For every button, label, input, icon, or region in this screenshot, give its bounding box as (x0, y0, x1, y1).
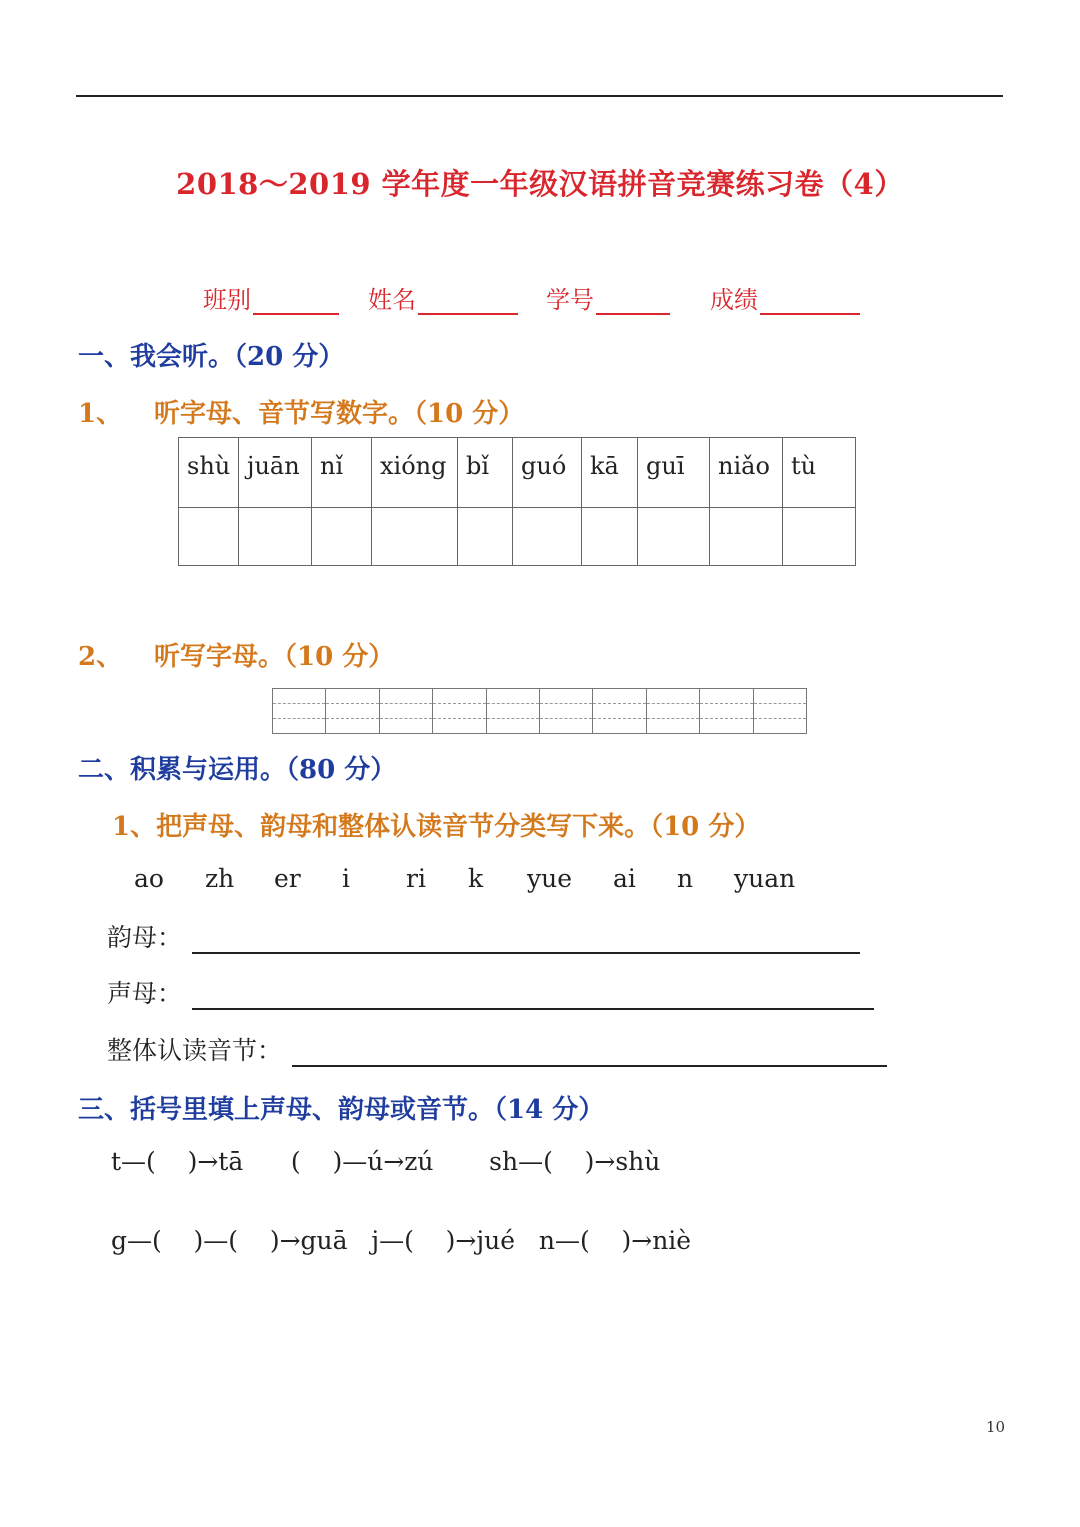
finals-row (107, 918, 860, 954)
page-number: 10 (986, 1418, 1006, 1436)
class-label: 班别 (203, 286, 251, 314)
writing-cell[interactable] (433, 689, 486, 733)
answer-cell[interactable] (582, 508, 638, 566)
section2-heading: 二、积累与运用。（80 分） (78, 755, 397, 785)
exercise-line-2: g—( )—( )→guā j—( )→jué n—( )→niè (111, 1226, 692, 1255)
answer-cell[interactable] (638, 508, 710, 566)
letter-item: zh (205, 864, 235, 893)
syllable-cell: tù (783, 438, 856, 508)
letter-item: ao (134, 864, 164, 893)
writing-cell[interactable] (647, 689, 700, 733)
class-field (203, 280, 339, 315)
four-line-writing-grid (272, 688, 807, 734)
letter-item: k (468, 864, 484, 893)
answer-cell[interactable] (513, 508, 582, 566)
id-field (546, 280, 670, 315)
q2-number: 2、 (78, 642, 123, 672)
exercise-line-1: t—( )→tā ( )—ú→zú sh—( )→shù (111, 1147, 661, 1176)
finals-blank[interactable] (192, 926, 860, 954)
writing-cell[interactable] (380, 689, 433, 733)
syllable-cell: niǎo (710, 438, 783, 508)
whole-syllable-blank[interactable] (292, 1039, 887, 1067)
name-blank[interactable] (418, 287, 518, 315)
section1-q1 (78, 393, 524, 430)
answer-cell[interactable] (312, 508, 372, 566)
top-rule (76, 95, 1003, 97)
name-field (368, 280, 518, 315)
letter-item: er (274, 864, 301, 893)
letter-item: yue (527, 864, 573, 893)
page-title: 2018～2019 学年度一年级汉语拼音竞赛练习卷（4） (176, 167, 904, 201)
whole-syllable-row (107, 1031, 887, 1067)
id-label: 学号 (546, 286, 594, 314)
section1-q2 (78, 636, 394, 673)
score-blank[interactable] (760, 287, 860, 315)
letter-list (0, 864, 1080, 898)
answer-row (179, 508, 856, 566)
writing-cell[interactable] (700, 689, 753, 733)
initials-label: 声母： (107, 979, 183, 1008)
syllable-row (179, 438, 856, 508)
section3-heading: 三、括号里填上声母、韵母或音节。（14 分） (78, 1095, 605, 1125)
q2-text: 听写字母。（10 分） (154, 642, 395, 672)
class-blank[interactable] (253, 287, 339, 315)
syllable-cell: nǐ (312, 438, 372, 508)
student-info-row (0, 280, 1080, 314)
id-blank[interactable] (596, 287, 670, 315)
answer-cell[interactable] (458, 508, 513, 566)
answer-cell[interactable] (783, 508, 856, 566)
answer-cell[interactable] (179, 508, 239, 566)
writing-cell[interactable] (487, 689, 540, 733)
finals-label: 韵母： (107, 923, 183, 952)
score-label: 成绩 (710, 286, 758, 314)
initials-row (107, 974, 874, 1010)
syllable-cell: bǐ (458, 438, 513, 508)
syllable-cell: xióng (372, 438, 458, 508)
writing-cell[interactable] (273, 689, 326, 733)
letter-item: n (677, 864, 694, 893)
letter-item: ri (406, 864, 426, 893)
writing-cell[interactable] (326, 689, 379, 733)
answer-cell[interactable] (372, 508, 458, 566)
syllable-cell: shù (179, 438, 239, 508)
answer-cell[interactable] (710, 508, 783, 566)
q1-text: 听字母、音节写数字。（10 分） (154, 399, 525, 429)
syllable-cell: kā (582, 438, 638, 508)
answer-cell[interactable] (239, 508, 312, 566)
syllable-table (178, 437, 856, 566)
initials-blank[interactable] (192, 982, 874, 1010)
q1-number: 1、 (78, 399, 123, 429)
section2-q1: 1、把声母、韵母和整体认读音节分类写下来。（10 分） (112, 812, 761, 842)
writing-cell[interactable] (593, 689, 646, 733)
writing-cell[interactable] (754, 689, 806, 733)
syllable-cell: guó (513, 438, 582, 508)
whole-syllable-label: 整体认读音节： (107, 1036, 283, 1065)
section1-heading: 一、我会听。（20 分） (78, 342, 345, 372)
letter-item: ai (613, 864, 636, 893)
syllable-cell: juān (239, 438, 312, 508)
letter-item: i (342, 864, 350, 893)
letter-item: yuan (734, 864, 796, 893)
name-label: 姓名 (368, 286, 416, 314)
writing-cell[interactable] (540, 689, 593, 733)
syllable-cell: guī (638, 438, 710, 508)
score-field (710, 280, 860, 315)
